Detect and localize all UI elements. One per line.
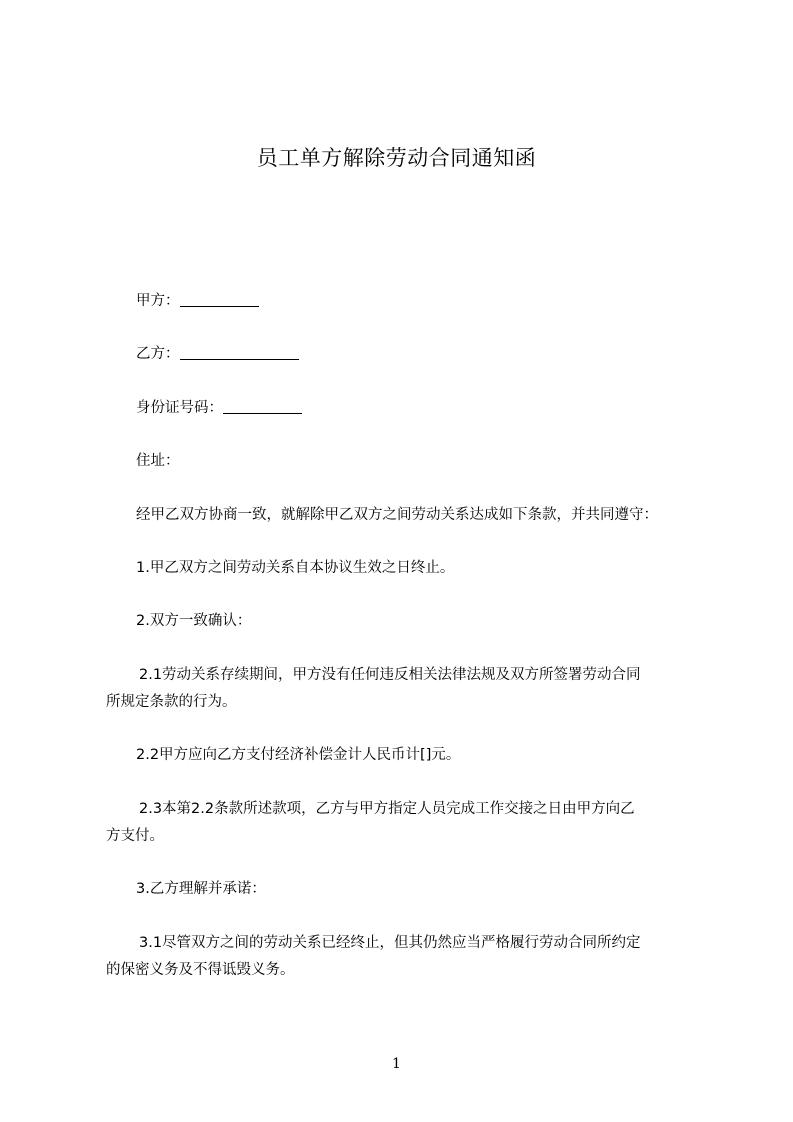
clause-2-3-line2: 方支付。 [106, 828, 164, 844]
clause-2: 2.双方一致确认： [136, 613, 252, 629]
address-line [136, 447, 180, 475]
party-b-label: 乙方： [136, 346, 180, 362]
party-a-blank [180, 290, 259, 307]
clause-2-2: 2.2甲方应向乙方支付经济补偿金计人民币计[]元。 [136, 747, 461, 763]
clause-2-3-line1: 2.3本第2.2条款所述款项，乙方与甲方指定人员完成工作交接之日由甲方向乙 [139, 801, 635, 817]
page-number: 1 [392, 1056, 401, 1072]
party-b-blank [180, 343, 299, 360]
clause-3-1-line1: 3.1尽管双方之间的劳动关系已经终止，但其仍然应当严格履行劳动合同所约定 [139, 935, 641, 951]
address-label: 住址： [136, 453, 180, 469]
clause-2-1-line2: 所规定条款的行为。 [106, 694, 237, 710]
party-b-line [136, 340, 299, 368]
clause-1: 1.甲乙双方之间劳动关系自本协议生效之日终止。 [136, 560, 455, 576]
clause-2-1-line1: 2.1劳动关系存续期间，甲方没有任何违反相关法律法规及双方所签署劳动合同 [139, 667, 641, 683]
clause-3-1-line2: 的保密义务及不得诋毁义务。 [106, 962, 295, 978]
party-a-label: 甲方： [136, 293, 180, 309]
id-number-blank [223, 397, 302, 414]
id-number-line [136, 394, 302, 422]
intro-paragraph: 经甲乙双方协商一致，就解除甲乙双方之间劳动关系达成如下条款，并共同遵守： [136, 507, 658, 523]
clause-3: 3.乙方理解并承诺： [136, 881, 266, 897]
id-number-label: 身份证号码： [136, 400, 223, 416]
party-a-line [136, 287, 259, 315]
document-title: 员工单方解除劳动合同通知函 [256, 146, 537, 170]
